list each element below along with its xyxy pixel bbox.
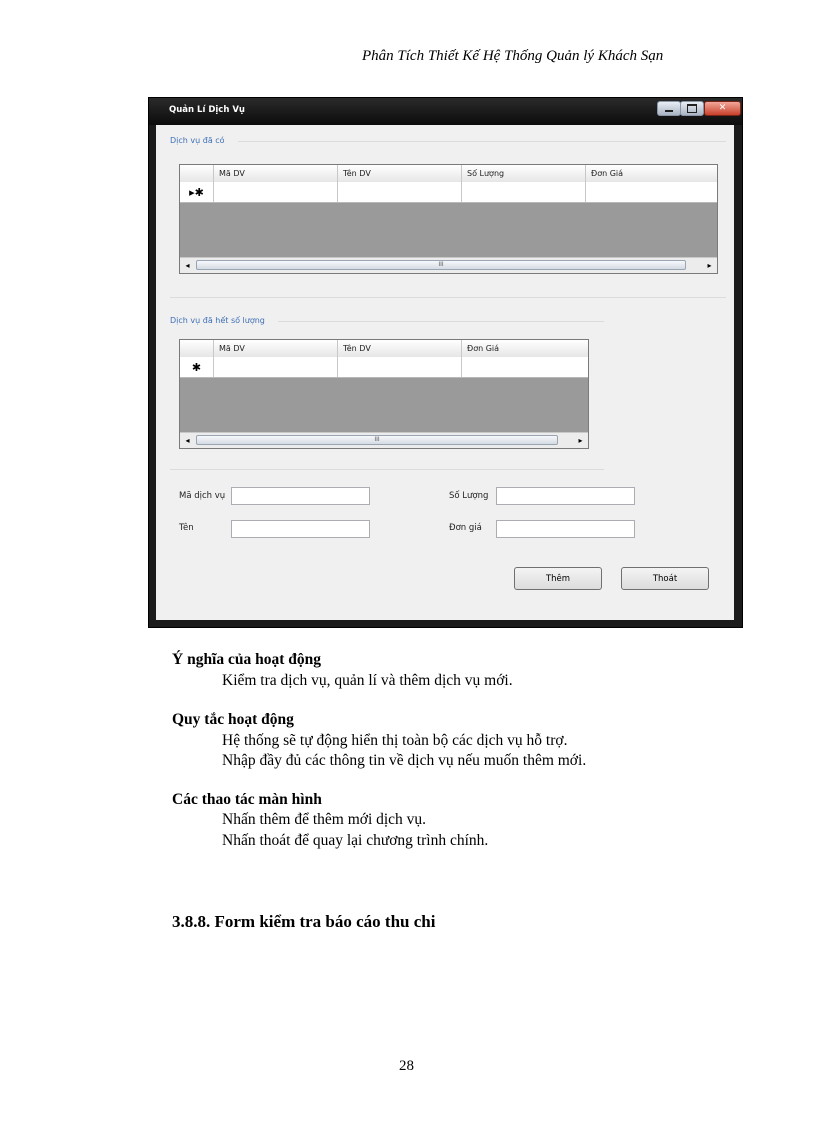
minimize-button[interactable] (657, 101, 681, 116)
table-cell[interactable] (461, 357, 589, 377)
group-bottom-line (170, 469, 604, 470)
existing-services-grid[interactable] (179, 164, 718, 274)
text-thao-tac-2: Nhấn thoát để quay lại chương trình chính. (222, 832, 489, 849)
scroll-left-icon[interactable]: ◂ (185, 261, 190, 270)
them-button[interactable]: Thêm (514, 567, 602, 590)
table-cell[interactable] (213, 357, 337, 377)
group-line (278, 321, 604, 322)
new-row-icon: ✱ (191, 360, 202, 374)
grid-header (180, 165, 717, 183)
table-cell[interactable] (585, 182, 718, 202)
minimize-icon (665, 110, 673, 112)
column-header-ten-dv[interactable]: Tên DV (337, 340, 461, 357)
column-header-ten-dv[interactable]: Tên DV (337, 165, 461, 182)
heading-thao-tac: Các thao tác màn hình (172, 791, 322, 808)
maximize-icon (687, 104, 697, 113)
scroll-thumb[interactable]: III (196, 260, 686, 270)
so-luong-input[interactable] (496, 487, 635, 505)
close-button[interactable] (704, 101, 741, 116)
column-header-don-gia[interactable]: Đơn Giá (461, 340, 589, 357)
scroll-right-icon[interactable]: ▸ (578, 436, 583, 445)
table-cell[interactable] (461, 182, 585, 202)
table-cell[interactable] (213, 182, 337, 202)
window-titlebar (149, 98, 742, 125)
window-client-area (156, 125, 734, 620)
heading-y-nghia: Ý nghĩa của hoạt động (172, 651, 322, 668)
label-ma-dich-vu: Mã dịch vụ (179, 491, 226, 501)
horizontal-scrollbar[interactable] (180, 257, 717, 273)
page-header: Phân Tích Thiết Kế Hệ Thống Quản lý Khách Sạn (362, 48, 664, 64)
grid-header (180, 340, 588, 358)
text-thao-tac-1: Nhấn thêm để thêm mới dịch vụ. (222, 811, 427, 828)
table-cell[interactable] (337, 182, 461, 202)
group-bottom-line (170, 297, 726, 298)
service-management-window (148, 97, 743, 628)
table-row[interactable] (180, 182, 717, 203)
scroll-left-icon[interactable]: ◂ (185, 436, 190, 445)
label-don-gia: Đơn giá (449, 523, 482, 533)
window-title: Quản Lí Dịch Vụ (169, 105, 245, 115)
table-row[interactable] (180, 357, 588, 378)
out-of-stock-grid[interactable] (179, 339, 589, 449)
text-y-nghia: Kiểm tra dịch vụ, quản lí và thêm dịch vụ mới. (222, 672, 513, 689)
scroll-right-icon[interactable]: ▸ (707, 261, 712, 270)
ma-dich-vu-input[interactable] (231, 487, 370, 505)
column-header-ma-dv[interactable]: Mã DV (213, 340, 337, 357)
don-gia-input[interactable] (496, 520, 635, 538)
section-title: 3.8.8. Form kiểm tra báo cáo thu chi (172, 912, 436, 931)
thoat-button[interactable]: Thoát (621, 567, 709, 590)
group-label-existing-services: Dịch vụ đã có (170, 136, 225, 145)
row-indicator-icon: ▸✱ (189, 185, 204, 199)
ten-input[interactable] (231, 520, 370, 538)
column-header-don-gia[interactable]: Đơn Giá (585, 165, 718, 182)
close-icon: ✕ (718, 103, 727, 113)
page-number: 28 (399, 1058, 414, 1074)
maximize-button[interactable] (680, 101, 704, 116)
scroll-thumb[interactable]: III (196, 435, 558, 445)
label-so-luong: Số Lượng (449, 491, 489, 501)
table-cell[interactable] (337, 357, 461, 377)
horizontal-scrollbar[interactable] (180, 432, 588, 448)
text-quy-tac-2: Nhập đầy đủ các thông tin về dịch vụ nếu muốn thêm mới. (222, 752, 587, 769)
column-header-ma-dv[interactable]: Mã DV (213, 165, 337, 182)
group-line (238, 141, 726, 142)
heading-quy-tac: Quy tắc hoạt động (172, 711, 294, 728)
text-quy-tac-1: Hệ thống sẽ tự động hiển thị toàn bộ các dịch vụ hỗ trợ. (222, 732, 568, 749)
group-label-out-of-stock-services: Dịch vụ đã hết số lượng (170, 316, 265, 325)
label-ten: Tên (179, 523, 194, 533)
column-header-so-luong[interactable]: Số Lượng (461, 165, 585, 182)
